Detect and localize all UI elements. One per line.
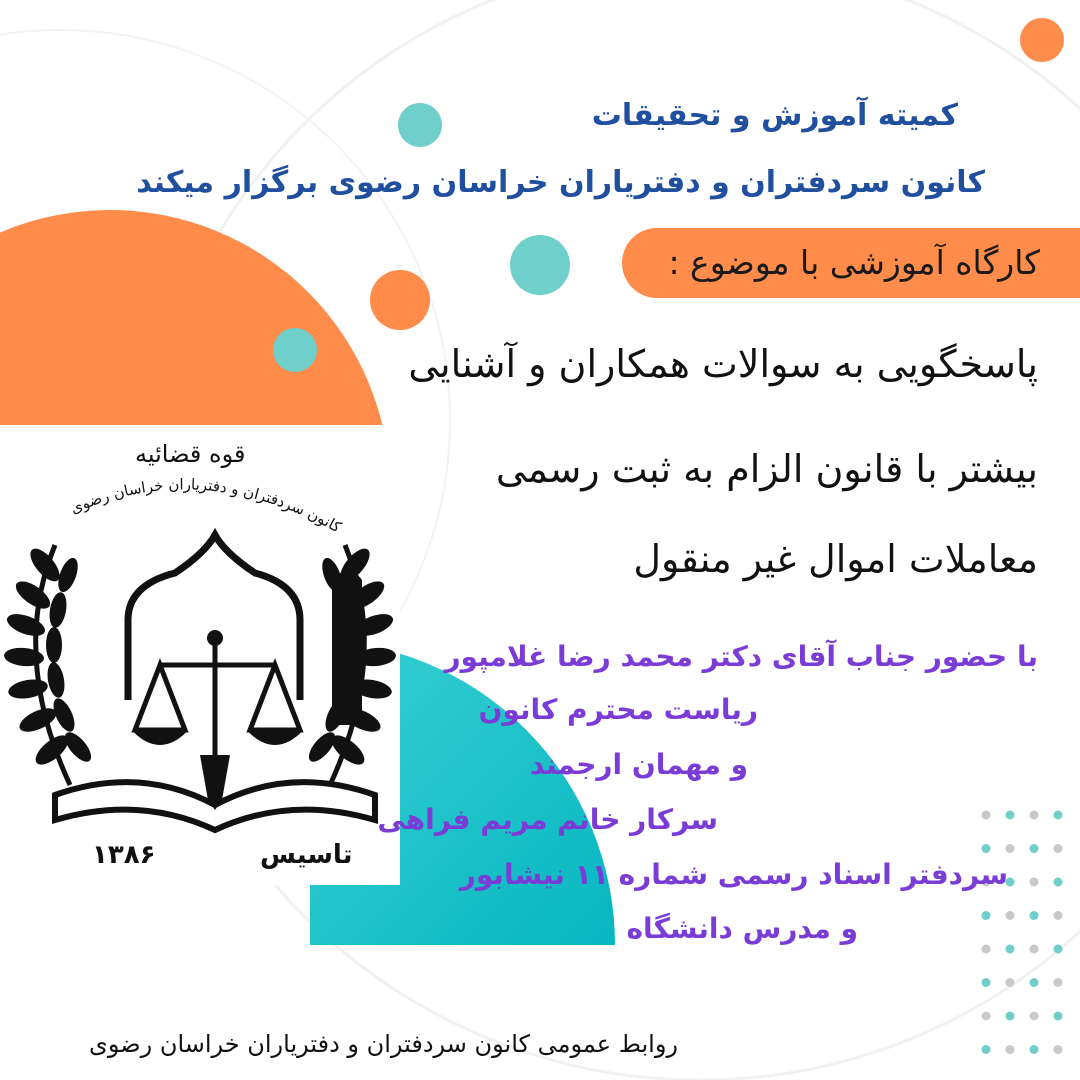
logo-arc-text: کانون سردفتران و دفتریاران خراسان رضوی [67, 475, 345, 537]
grid-dot [1030, 1012, 1039, 1021]
grid-dot [1030, 911, 1039, 920]
grid-dot [1030, 844, 1039, 853]
grid-dot [1054, 811, 1063, 820]
laurel-left [3, 544, 95, 785]
grid-dot [1030, 1045, 1039, 1054]
grid-dot [1054, 978, 1063, 987]
header-title: کمیته آموزش و تحقیقات [591, 98, 958, 133]
grid-dot [1006, 945, 1015, 954]
grid-dot [1030, 978, 1039, 987]
svg-text:کانون سردفتران و دفتریاران خرا [68, 475, 345, 536]
grid-dot [1006, 1045, 1015, 1054]
orange-dot-top [1020, 18, 1064, 62]
teal-dot-2 [510, 235, 570, 295]
teal-dot-1 [398, 103, 442, 147]
logo-established-label: تاسیس [260, 840, 353, 870]
grid-dot [982, 911, 991, 920]
grid-dot [1030, 811, 1039, 820]
grid-dot [982, 945, 991, 954]
grid-dot [1006, 1012, 1015, 1021]
grid-dot [1006, 811, 1015, 820]
minaret [332, 565, 362, 725]
grid-dot [982, 811, 991, 820]
grid-dot [1006, 978, 1015, 987]
grid-dot [1030, 878, 1039, 887]
topic-line-3: معاملات اموال غیر منقول [633, 537, 1038, 581]
grid-dot [982, 844, 991, 853]
guest-line-5: سردفتر اسناد رسمی شماره ۱۱ نیشابور [459, 858, 1008, 891]
grid-dot [982, 1045, 991, 1054]
grid-dot [1054, 945, 1063, 954]
guest-line-1: با حضور جناب آقای دکتر محمد رضا غلامپور [444, 640, 1038, 673]
grid-dot [1054, 878, 1063, 887]
teal-dot-3 [273, 328, 317, 372]
grid-dot [982, 1012, 991, 1021]
grid-dot [1054, 1012, 1063, 1021]
topic-banner-label: کارگاه آموزشی با موضوع : [668, 243, 1040, 282]
grid-dot [1006, 844, 1015, 853]
footer-text: روابط عمومی کانون سردفتران و دفتریاران خراسان رضوی [89, 1030, 678, 1058]
grid-dot [1006, 911, 1015, 920]
grid-dot [1054, 844, 1063, 853]
dot-grid [982, 811, 1063, 1055]
guest-line-3: و مهمان ارجمند [529, 748, 748, 781]
grid-dot [1030, 945, 1039, 954]
guest-line-6: و مدرس دانشگاه [626, 912, 858, 945]
logo-emblem [0, 425, 400, 885]
header-subtitle: کانون سردفتران و دفتریاران خراسان رضوی برگزار میکند [136, 165, 985, 200]
guest-line-2: ریاست محترم کانون [478, 693, 758, 726]
topic-line-1: پاسخگویی به سوالات همکاران و آشنایی [408, 342, 1038, 386]
logo-year: ۱۳۸۶ [92, 840, 156, 870]
grid-dot [1054, 1045, 1063, 1054]
guest-line-4: سرکار خانم مریم فراهی [377, 803, 718, 836]
logo-top-text: قوه قضائیه [135, 440, 246, 468]
orange-dot-mid [370, 270, 430, 330]
grid-dot [1054, 911, 1063, 920]
topic-line-2: بیشتر با قانون الزام به ثبت رسمی [495, 447, 1038, 491]
grid-dot [982, 978, 991, 987]
